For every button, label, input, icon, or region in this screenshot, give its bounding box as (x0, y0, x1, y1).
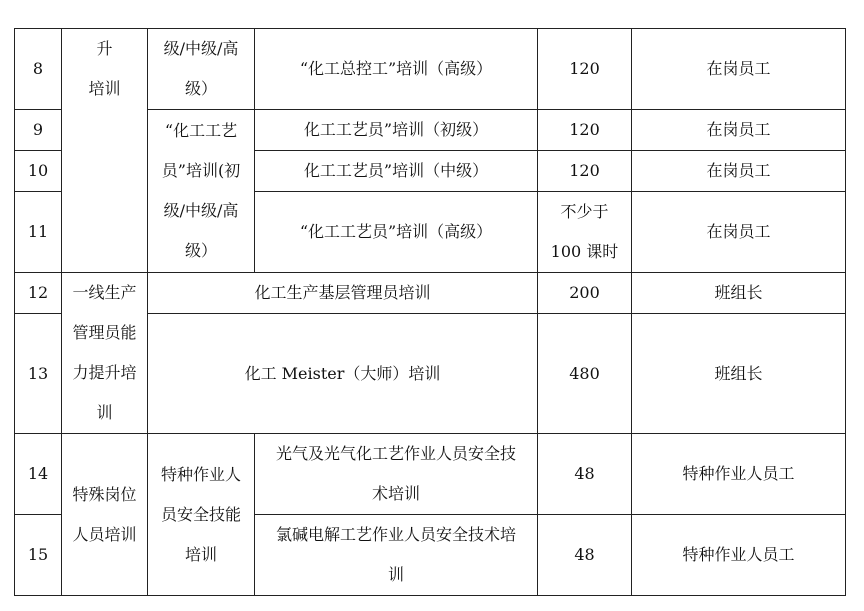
target-cell: 在岗员工 (632, 29, 846, 110)
program-line: 训 (387, 565, 404, 584)
target-cell: 班组长 (632, 273, 846, 314)
program-line: 光气及光气化工艺作业人员安全技 (275, 444, 516, 463)
training-table (14, 28, 846, 596)
hours-cell: 480 (538, 314, 632, 434)
hours-cell: 120 (538, 29, 632, 110)
row-number: 12 (15, 273, 62, 314)
row-number: 15 (15, 515, 62, 596)
target-cell: 在岗员工 (632, 151, 846, 192)
category-line: 培训 (88, 79, 121, 98)
program-cell: “化工总控工”培训（高级） (255, 29, 538, 110)
hours-cell (538, 192, 632, 273)
program-line: 氯碱电解工艺作业人员安全技术培 (275, 525, 516, 544)
row-number: 14 (15, 434, 62, 515)
subcategory-cell (148, 110, 255, 273)
subcategory-line: 员”培训(初 (161, 161, 241, 180)
program-cell: 化工工艺员”培训（初级） (255, 110, 538, 151)
table-row (15, 273, 846, 314)
table-row (15, 29, 846, 110)
category-line: 管理员能 (72, 323, 137, 342)
row-number: 8 (15, 29, 62, 110)
subcategory-line: “化工工艺 (164, 121, 238, 140)
subcategory-cell (148, 434, 255, 596)
hours-line: 不少于 (560, 202, 609, 221)
category-line: 训 (96, 403, 113, 422)
subcategory-line: 级） (184, 241, 217, 260)
target-cell: 在岗员工 (632, 110, 846, 151)
program-cell: 化工 Meister（大师）培训 (148, 314, 538, 434)
target-cell: 在岗员工 (632, 192, 846, 273)
category-cell (62, 29, 148, 273)
hours-line: 100 课时 (550, 242, 619, 261)
subcategory-line: 级/中级/高 (163, 201, 239, 220)
subcategory-line: 员安全技能 (160, 504, 241, 524)
subcategory-line: 级/中级/高 (163, 39, 239, 58)
table-row (15, 434, 846, 515)
hours-cell: 200 (538, 273, 632, 314)
hours-cell: 120 (538, 110, 632, 151)
subcategory-cell (148, 29, 255, 110)
row-number: 11 (15, 192, 62, 273)
program-line: 术培训 (371, 484, 420, 503)
subcategory-line: 特种作业人 (160, 464, 241, 484)
program-cell: 化工生产基层管理员培训 (148, 273, 538, 314)
category-line: 升 (96, 39, 113, 58)
program-cell (255, 434, 538, 515)
program-cell: 化工工艺员”培训（中级） (255, 151, 538, 192)
target-cell: 特种作业人员工 (632, 515, 846, 596)
row-number: 9 (15, 110, 62, 151)
category-cell (62, 434, 148, 596)
category-line: 一线生产 (72, 283, 137, 302)
category-line: 力提升培 (72, 363, 137, 382)
category-line: 特殊岗位 (72, 484, 137, 504)
row-number: 10 (15, 151, 62, 192)
hours-cell: 120 (538, 151, 632, 192)
subcategory-line: 培训 (184, 544, 217, 564)
row-number: 13 (15, 314, 62, 434)
category-cell (62, 273, 148, 434)
program-cell (255, 515, 538, 596)
category-line: 人员培训 (72, 524, 137, 544)
hours-cell: 48 (538, 434, 632, 515)
subcategory-line: 级） (184, 79, 217, 98)
program-cell: “化工工艺员”培训（高级） (255, 192, 538, 273)
hours-cell: 48 (538, 515, 632, 596)
target-cell: 特种作业人员工 (632, 434, 846, 515)
target-cell: 班组长 (632, 314, 846, 434)
